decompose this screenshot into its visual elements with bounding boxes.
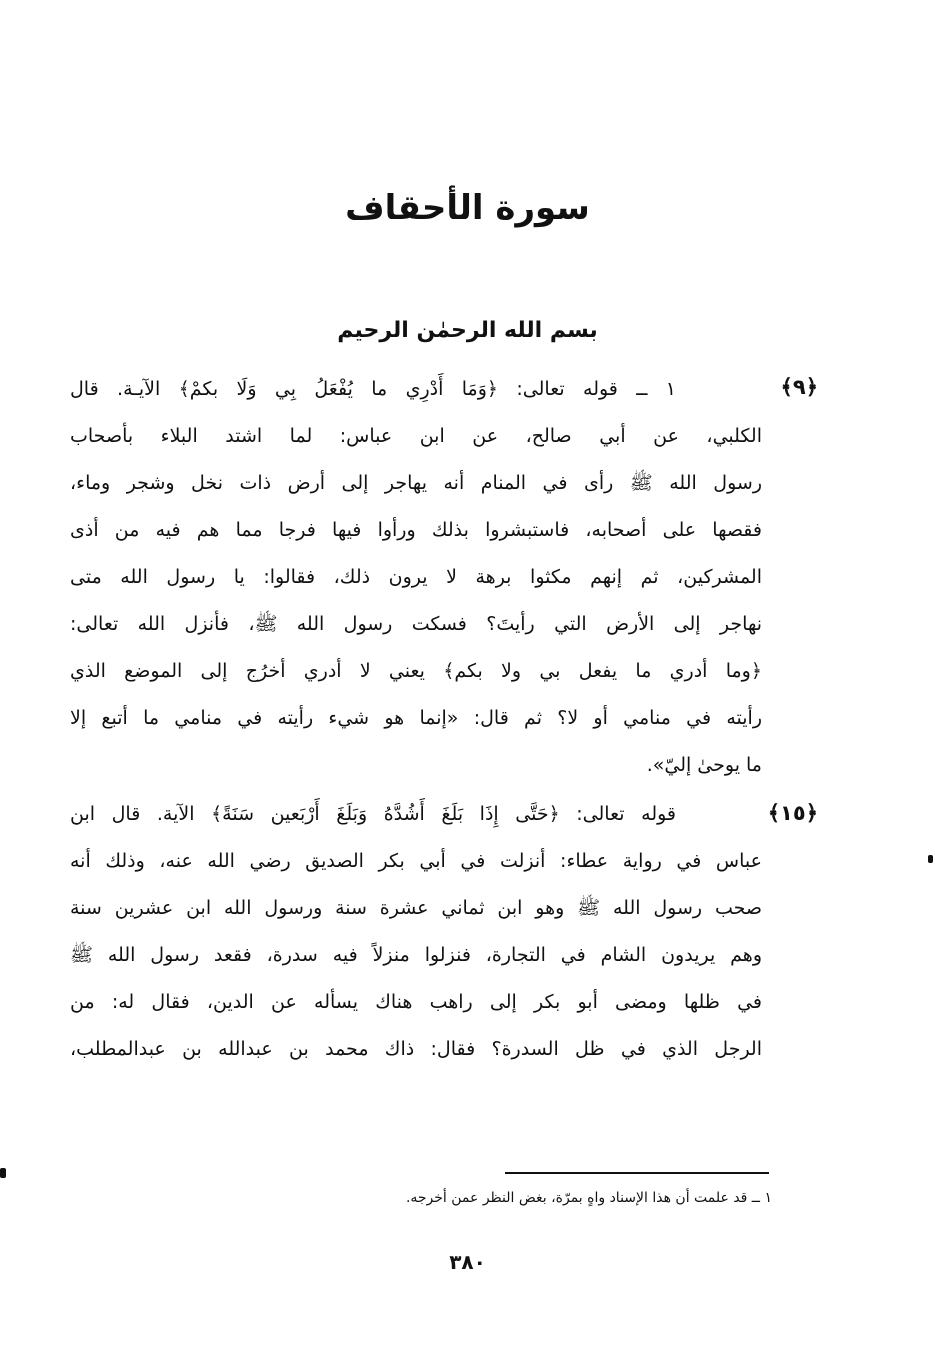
text-line: وهم يريدون الشام في التجارة، فنزلوا منزلاً فيه سدرة، فقعد رسول الله ﷺ	[70, 944, 762, 966]
text-line: الكلبي، عن أبي صالح، عن ابن عباس: لما اشتد البلاء بأصحاب	[70, 425, 762, 447]
commentary-block-verse-15	[70, 791, 762, 1073]
text-line: المشركين، ثم إنهم مكثوا برهة لا يرون ذلك، فقالوا: يا رسول الله متى	[70, 566, 762, 588]
text-line: ١ ــ قوله تعالى: ﴿وَمَا أَدْرِي ما يُفْعَلُ بِي وَلَا بكمْ﴾ الآيـة. قال	[70, 378, 676, 400]
scan-speck	[0, 1168, 6, 1178]
text-line: نهاجر إلى الأرض التي رأيتَ؟ فسكت رسول الله ﷺ، فأنزل الله تعالى:	[70, 613, 762, 635]
basmala-heading: بسم الله الرحمٰن الرحيم	[337, 318, 598, 343]
text-line: صحب رسول الله ﷺ وهو ابن ثماني عشرة سنة ورسول الله ابن عشرين سنة	[70, 897, 762, 919]
commentary-block-verse-9	[70, 366, 762, 789]
text-line: في ظلها ومضى أبو بكر إلى راهب هناك يسأله عن الدين، فقال له: من	[70, 991, 762, 1013]
footnote-divider	[505, 1172, 769, 1174]
text-line: عباس في رواية عطاء: أنزلت في أبي بكر الصديق رضي الله عنه، وذلك أنه	[70, 850, 762, 872]
verse-marker-15: ﴿١٥﴾	[767, 801, 818, 825]
text-line: رأيته في منامي أو لا؟ ثم قال: «إنما هو شيء رأيته في منامي ما أتبع إلا	[70, 707, 762, 729]
text-line: رسول الله ﷺ رأى في المنام أنه يهاجر إلى أرض ذات نخل وشجر وماء،	[70, 472, 762, 494]
footnote: ١ ــ قد علمت أن هذا الإسناد واهٍ بمرّة، بغض النظر عمن أخرجه.	[405, 1190, 772, 1206]
text-line: ما يوحىٰ إليّ».	[646, 754, 762, 776]
text-line: قوله تعالى: ﴿حَتَّى إِذَا بَلَغَ أَشُدَّهُ وَبَلَغَ أَرْبَعين سَنَةً﴾ الآية. قال ابن	[70, 803, 676, 825]
surah-title: سورة الأحقاف	[345, 188, 590, 228]
page-number: ٣٨٠	[449, 1250, 486, 1274]
text-line: الرجل الذي في ظل السدرة؟ فقال: ذاك محمد بن عبدالله بن عبدالمطلب،	[70, 1038, 762, 1060]
verse-marker-9: ﴿٩﴾	[780, 375, 818, 399]
text-line: فقصها على أصحابه، فاستبشروا بذلك ورأوا فيها فرجا مما هم فيه من أذى	[70, 519, 762, 541]
text-line: ﴿وما أدري ما يفعل بي ولا بكم﴾ يعني لا أدري أخرُج إلى الموضع الذي	[70, 660, 762, 682]
scan-speck	[928, 855, 933, 863]
